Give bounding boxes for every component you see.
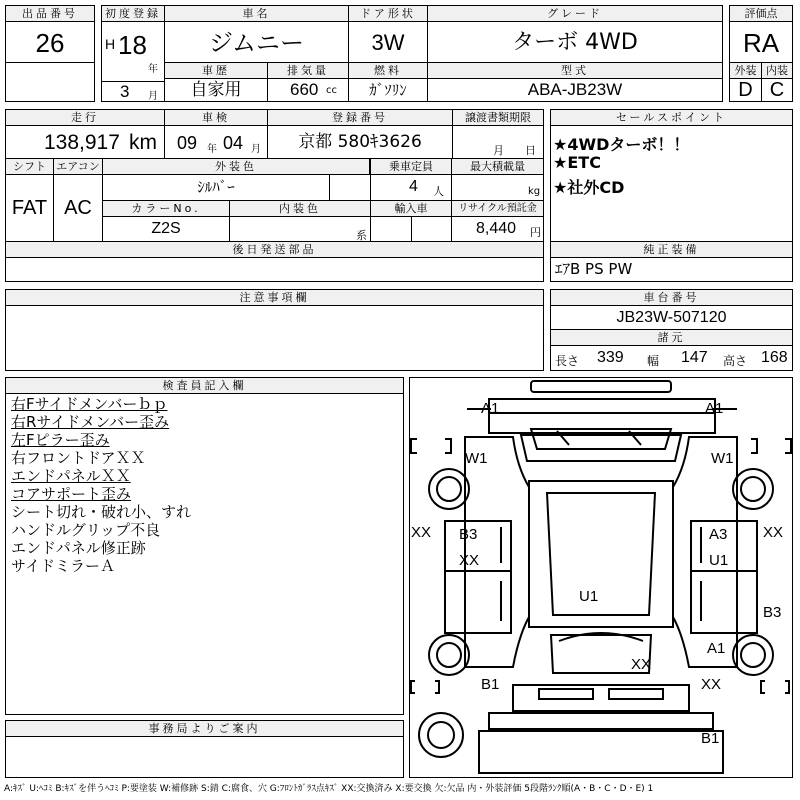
dim-height-label: 高さ bbox=[723, 354, 748, 368]
first-reg-header: 初度登録 bbox=[101, 5, 165, 22]
rear-bumper bbox=[539, 689, 593, 699]
aircon-header: エアコン bbox=[53, 158, 103, 175]
lot-no-header: 出品番号 bbox=[5, 5, 95, 22]
reg-no-header: 登録番号 bbox=[267, 109, 453, 126]
inspection-month: 04 bbox=[223, 133, 244, 153]
sales-point: ★社外CD bbox=[553, 178, 625, 197]
first-reg-year-cell bbox=[101, 21, 165, 82]
genuine-equip-header: 純正装備 bbox=[550, 241, 793, 258]
sales-point: ★4WDターボ！！ bbox=[553, 135, 690, 154]
inspector-note: 左Fピラー歪み bbox=[11, 431, 110, 449]
capacity-value: 4 bbox=[409, 178, 418, 195]
max-load-header: 最大積載量 bbox=[451, 158, 544, 175]
wheel-front-left-icon bbox=[429, 469, 469, 509]
damage-mark: B3 bbox=[763, 604, 782, 621]
notes-box bbox=[5, 305, 544, 371]
damage-mark: W1 bbox=[465, 450, 488, 467]
inspector-note: エンドパネルＸＸ bbox=[11, 467, 131, 485]
score-value: RA bbox=[729, 21, 793, 63]
damage-mark: U1 bbox=[709, 552, 729, 569]
office-box bbox=[5, 736, 404, 778]
shift-value: FAT bbox=[5, 174, 54, 242]
lot-no-value: 26 bbox=[5, 21, 95, 63]
mileage-value: 138,917 bbox=[44, 131, 120, 154]
interior-header: 内装 bbox=[761, 62, 793, 79]
wheel-front-right-icon bbox=[733, 469, 773, 509]
spare-tire-mount bbox=[489, 713, 713, 729]
inspector-note: エンドパネル修正跡 bbox=[11, 539, 146, 557]
model-code-value: ABA-JB23W bbox=[427, 78, 723, 102]
dim-length: 339 bbox=[597, 349, 624, 366]
exterior-score: D bbox=[729, 78, 762, 102]
roof-inner bbox=[547, 493, 655, 615]
transfer-deadline-header: 譲渡書類期限 bbox=[452, 109, 544, 126]
inspector-notes-box bbox=[5, 393, 404, 715]
ext-color-value: ｼﾙﾊﾞｰ bbox=[102, 174, 330, 201]
int-color-cell bbox=[229, 216, 371, 242]
damage-mark: A3 bbox=[709, 526, 728, 543]
first-reg-month: 3 bbox=[120, 82, 130, 101]
first-reg-month-unit: 月 bbox=[148, 91, 158, 102]
wheel-rear-left-icon bbox=[429, 635, 469, 675]
car-damage-diagram bbox=[409, 377, 793, 778]
color-no-value: Z2S bbox=[102, 216, 230, 242]
wheel-rear-right-icon bbox=[733, 635, 773, 675]
mileage-unit: km bbox=[129, 131, 157, 154]
displacement-header: 排気量 bbox=[267, 62, 349, 79]
reg-no-value: 京都 580ｷ3626 bbox=[267, 125, 453, 159]
exterior-header: 外装 bbox=[729, 62, 762, 79]
displacement-cell bbox=[267, 78, 349, 102]
mileage-cell bbox=[5, 125, 165, 159]
mileage-header: 走行 bbox=[5, 109, 165, 126]
inspector-header: 検査員記入欄 bbox=[5, 377, 404, 394]
dim-width: 147 bbox=[681, 349, 708, 366]
ext-color-blank bbox=[329, 174, 371, 201]
damage-mark: B1 bbox=[481, 676, 500, 693]
later-parts-header: 後日発送部品 bbox=[5, 241, 544, 258]
color-no-header: カラーNo. bbox=[102, 200, 230, 217]
damage-mark: B1 bbox=[701, 730, 720, 747]
damage-mark: A1 bbox=[705, 400, 724, 417]
lot-no-blank bbox=[5, 62, 95, 102]
sales-points-header: セールスポイント bbox=[550, 109, 793, 126]
inspection-year-unit: 年 bbox=[207, 144, 217, 155]
damage-mark: XX bbox=[763, 524, 784, 541]
first-reg-year: 18 bbox=[118, 30, 147, 60]
legend-text: A:ｷｽﾞ U:ﾍｺﾐ B:ｷｽﾞを伴うﾍｺﾐ P:要塗装 W:補修跡 S:錆 C:腐食、穴 G:ﾌﾛﾝﾄｶﾞﾗｽ点ｷｽﾞ XX:交換済み X:要交換 欠:欠品 内・外装評価 5段階ﾗﾝｸ順(A・B・C・D・E) 1 bbox=[4, 784, 654, 794]
inspector-note: 右Fサイドメンバーｂｐ bbox=[11, 395, 168, 413]
history-header: 車歴 bbox=[164, 62, 268, 79]
tailgate bbox=[479, 731, 723, 773]
front-face bbox=[489, 399, 715, 433]
damage-mark: XX bbox=[411, 524, 432, 541]
int-color-unit: 系 bbox=[356, 229, 367, 242]
dim-length-label: 長さ bbox=[555, 354, 580, 368]
import-box-1 bbox=[370, 216, 412, 242]
recycle-value: 8,440 bbox=[476, 220, 517, 237]
inspector-note: シート切れ・破れ小、すれ bbox=[11, 503, 192, 521]
inspector-note: サイドミラーＡ bbox=[11, 557, 115, 575]
fuel-header: 燃料 bbox=[348, 62, 428, 79]
damage-mark: XX bbox=[631, 656, 652, 673]
transfer-deadline-day-unit: 日 bbox=[525, 144, 536, 157]
interior-score: C bbox=[761, 78, 793, 102]
capacity-cell bbox=[370, 174, 452, 201]
inspector-notes-list bbox=[11, 395, 403, 575]
office-header: 事務局よりご案内 bbox=[5, 720, 404, 737]
damage-mark: XX bbox=[459, 552, 480, 569]
inspection-year: 09 bbox=[177, 133, 198, 153]
capacity-unit: 人 bbox=[433, 185, 444, 198]
dim-width-label: 幅 bbox=[647, 354, 660, 368]
inspector-note: コアサポート歪み bbox=[11, 485, 132, 503]
inspector-note: 右Rサイドメンバー歪み bbox=[11, 413, 170, 431]
damage-mark: W1 bbox=[711, 450, 734, 467]
import-box-2 bbox=[411, 216, 452, 242]
chassis-no-value: JB23W-507120 bbox=[550, 305, 793, 330]
damage-mark: B3 bbox=[459, 526, 478, 543]
recycle-unit: 円 bbox=[530, 226, 541, 239]
front-bumper-strip bbox=[531, 381, 671, 392]
recycle-header: リサイクル預託金 bbox=[451, 200, 544, 217]
transfer-deadline-cell bbox=[452, 125, 544, 159]
ext-color-header: 外装色 bbox=[102, 158, 370, 175]
dimensions-header: 諸元 bbox=[550, 329, 793, 346]
max-load-unit: kg bbox=[528, 186, 541, 197]
fuel-value: ｶﾞｿﾘﾝ bbox=[348, 78, 428, 102]
first-reg-month-cell bbox=[101, 81, 165, 102]
chassis-no-header: 車台番号 bbox=[550, 289, 793, 306]
inspection-month-unit: 月 bbox=[251, 144, 261, 155]
history-value: 自家用 bbox=[164, 78, 268, 102]
model-code-header: 型式 bbox=[427, 62, 723, 79]
later-parts-box bbox=[5, 257, 544, 282]
displacement-value: 660 bbox=[290, 80, 319, 99]
damage-mark: XX bbox=[701, 676, 722, 693]
displacement-unit: cc bbox=[326, 85, 337, 96]
capacity-header: 乗車定員 bbox=[370, 158, 452, 175]
recycle-cell bbox=[451, 216, 544, 242]
aircon-value: AC bbox=[53, 174, 103, 242]
sales-points-box bbox=[550, 125, 793, 242]
grade-header: グレード bbox=[427, 5, 723, 22]
first-reg-era: H bbox=[105, 36, 116, 52]
sales-point: ★ETC bbox=[553, 153, 601, 172]
transfer-deadline-month-unit: 月 bbox=[493, 144, 504, 157]
genuine-equip-value: ｴｱB PS PW bbox=[550, 257, 793, 282]
int-color-header: 内装色 bbox=[229, 200, 371, 217]
inspector-note: 右フロントドアＸＸ bbox=[11, 449, 146, 467]
inspection-header: 車検 bbox=[164, 109, 268, 126]
inspection-cell bbox=[164, 125, 268, 159]
dimensions-cell bbox=[550, 345, 793, 371]
spare-tire-icon bbox=[419, 713, 463, 757]
grade-value: ターボ 4WD bbox=[427, 21, 723, 63]
car-name-header: 車名 bbox=[164, 5, 349, 22]
import-header: 輸入車 bbox=[370, 200, 452, 217]
damage-mark: U1 bbox=[579, 588, 599, 605]
score-header: 評価点 bbox=[729, 5, 793, 22]
car-name-value: ジムニー bbox=[164, 21, 349, 63]
door-type-value: 3W bbox=[348, 21, 428, 63]
max-load-cell bbox=[451, 174, 544, 201]
inspector-note: ハンドルグリップ不良 bbox=[11, 521, 161, 539]
shift-header: シフト bbox=[5, 158, 54, 175]
dim-height: 168 bbox=[761, 349, 788, 366]
first-reg-year-unit: 年 bbox=[148, 64, 158, 75]
door-type-header: ドア形状 bbox=[348, 5, 428, 22]
notes-header: 注意事項欄 bbox=[5, 289, 544, 306]
damage-mark: A1 bbox=[481, 400, 500, 417]
damage-mark: A1 bbox=[707, 640, 726, 657]
